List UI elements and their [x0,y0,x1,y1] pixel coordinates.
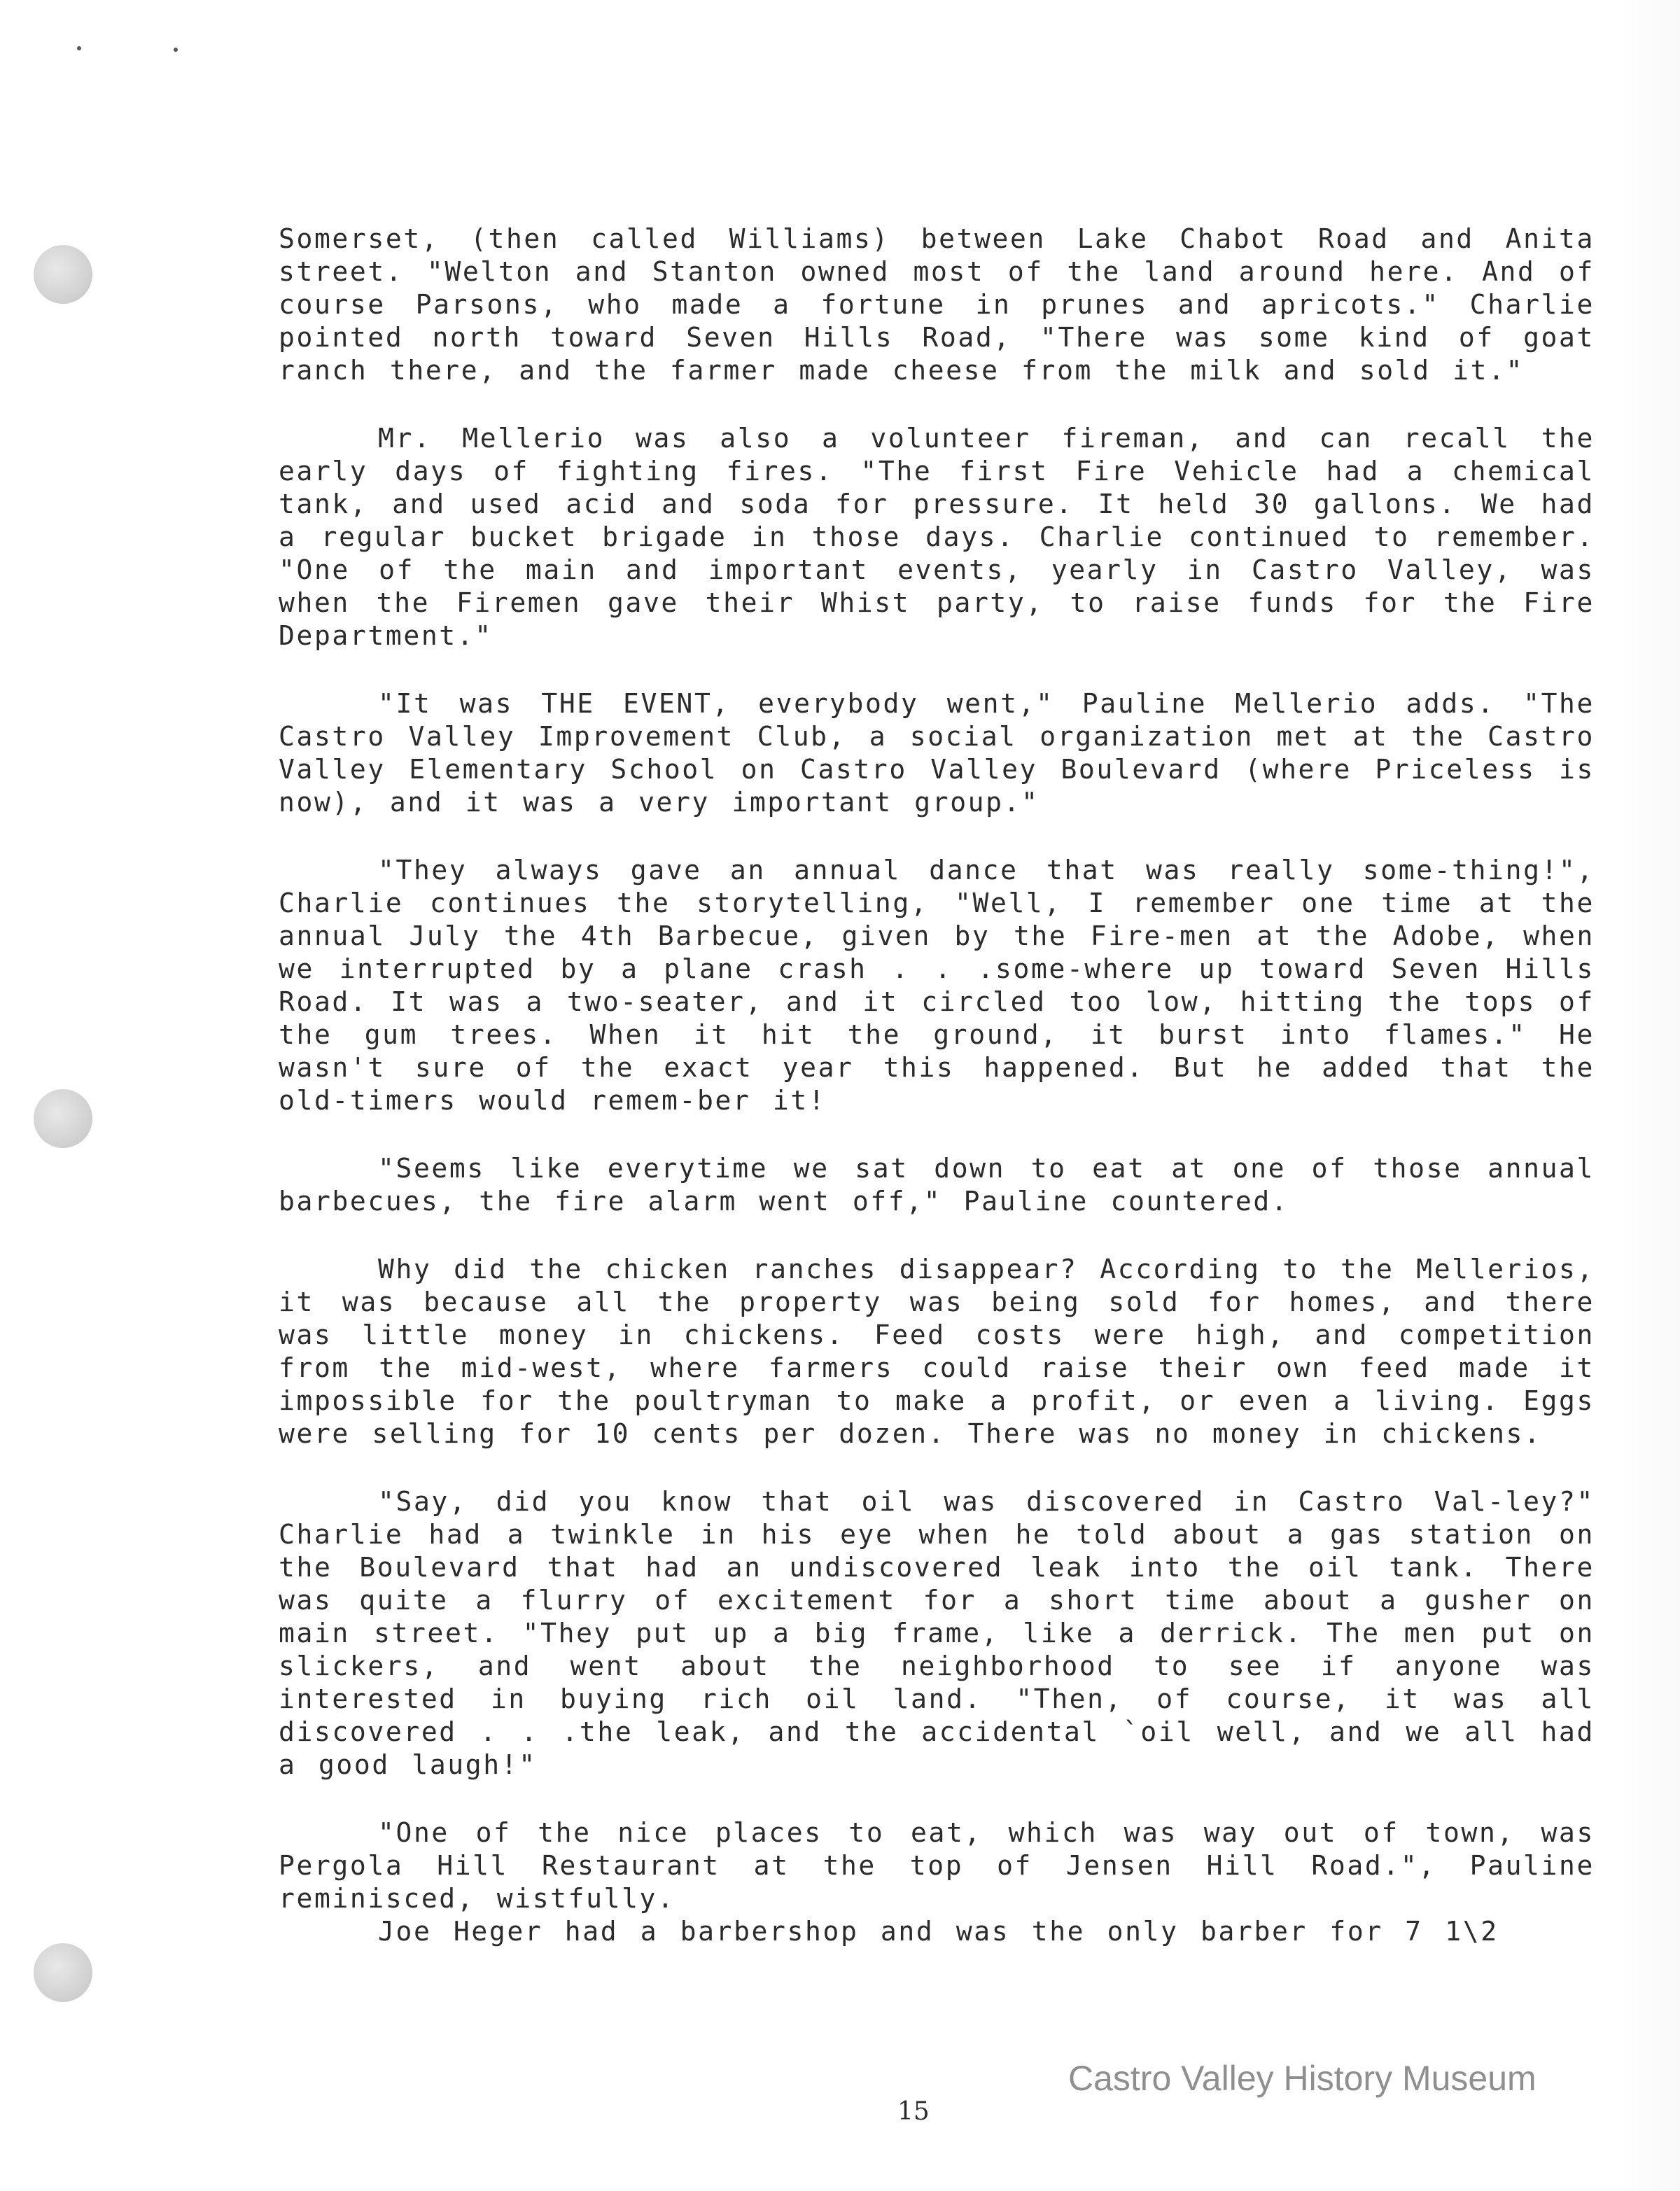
paragraph: Somerset, (then called Williams) between Lake Chabot Road and Anita street. "Welton and Stanton owned most of the land around here. And of course Parsons, who made a fortune in prunes and apricots." Charlie pointed north toward Seven Hills Road, "There was some kind of goat ranch there, and the farmer made cheese from the milk and sold it." [279,223,1595,386]
paragraph: "Seems like everytime we sat down to eat at one of those annual barbecues, the fire alarm went off," Pauline countered. [279,1153,1595,1217]
body-text [279,223,1595,1948]
page-number: 15 [897,2097,930,2126]
paragraph: "It was THE EVENT, everybody went," Pauline Mellerio adds. "The Castro Valley Improvement Club, a social organization met at the Castro Valley Elementary School on Castro Valley Boulevard (where Priceless is now), and it was a very important group." [279,688,1595,818]
paragraph: "Say, did you know that oil was discovered in Castro Val-ley?" Charlie had a twinkle in his eye when he told about a gas station on the Boulevard that had an undiscovered leak into the oil tank. There was quite a flurry of excitement for a short time about a gusher on main street. "They put up a big frame, like a derrick. The men put on slickers, and went about the neighborhood to see if anyone was interested in buying rich oil land. "Then, of course, it was all discovered . . .the leak, and the accidental `oil well, and we all had a good laugh!" [279,1486,1595,1780]
museum-watermark: Castro Valley History Museum [1068,2059,1536,2098]
paragraph: "They always gave an annual dance that was really some-thing!", Charlie continues the storytelling, "Well, I remember one time at the annual July the 4th Barbecue, given by the Fire-men at the Adobe, when we interrupted by a plane crash . . .some-where up toward Seven Hills Road. It was a two-seater, and it circled too low, hitting the tops of the gum trees. When it hit the ground, it burst into flames." He wasn't sure of the exact year this happened. But he added that the old-timers would remem-ber it! [279,855,1595,1116]
scan-speck [77,46,81,50]
scan-speck [174,48,178,52]
paragraph: Joe Heger had a barbershop and was the only barber for 7 1\2 [378,1916,1499,1947]
paragraph: Why did the chicken ranches disappear? According to the Mellerios, it was because all the property was being sold for homes, and there was little money in chickens. Feed costs were high, and competition from the mid-west, where farmers could raise their own feed made it impossible for the poultryman to make a profit, or even a living. Eggs were selling for 10 cents per dozen. There was no money in chickens. [279,1254,1595,1449]
punch-hole-middle [34,1089,92,1148]
punch-hole-bottom [34,1943,92,2002]
page-edge-shadow [1617,0,1680,2191]
punch-hole-top [34,245,92,304]
paragraph: Mr. Mellerio was also a volunteer fireman, and can recall the early days of fighting fires. "The first Fire Vehicle had a chemical tank, and used acid and soda for pressure. It held 30 gallons. We had a regular bucket brigade in those days. Charlie continued to remember. "One of the main and important events, yearly in Castro Valley, was when the Firemen gave their Whist party, to raise funds for the Fire Department." [279,423,1595,651]
paragraph: "One of the nice places to eat, which was way out of town, was Pergola Hill Restaurant at the top of Jensen Hill Road.", Pauline reminisced, wistfully. [279,1817,1595,1914]
